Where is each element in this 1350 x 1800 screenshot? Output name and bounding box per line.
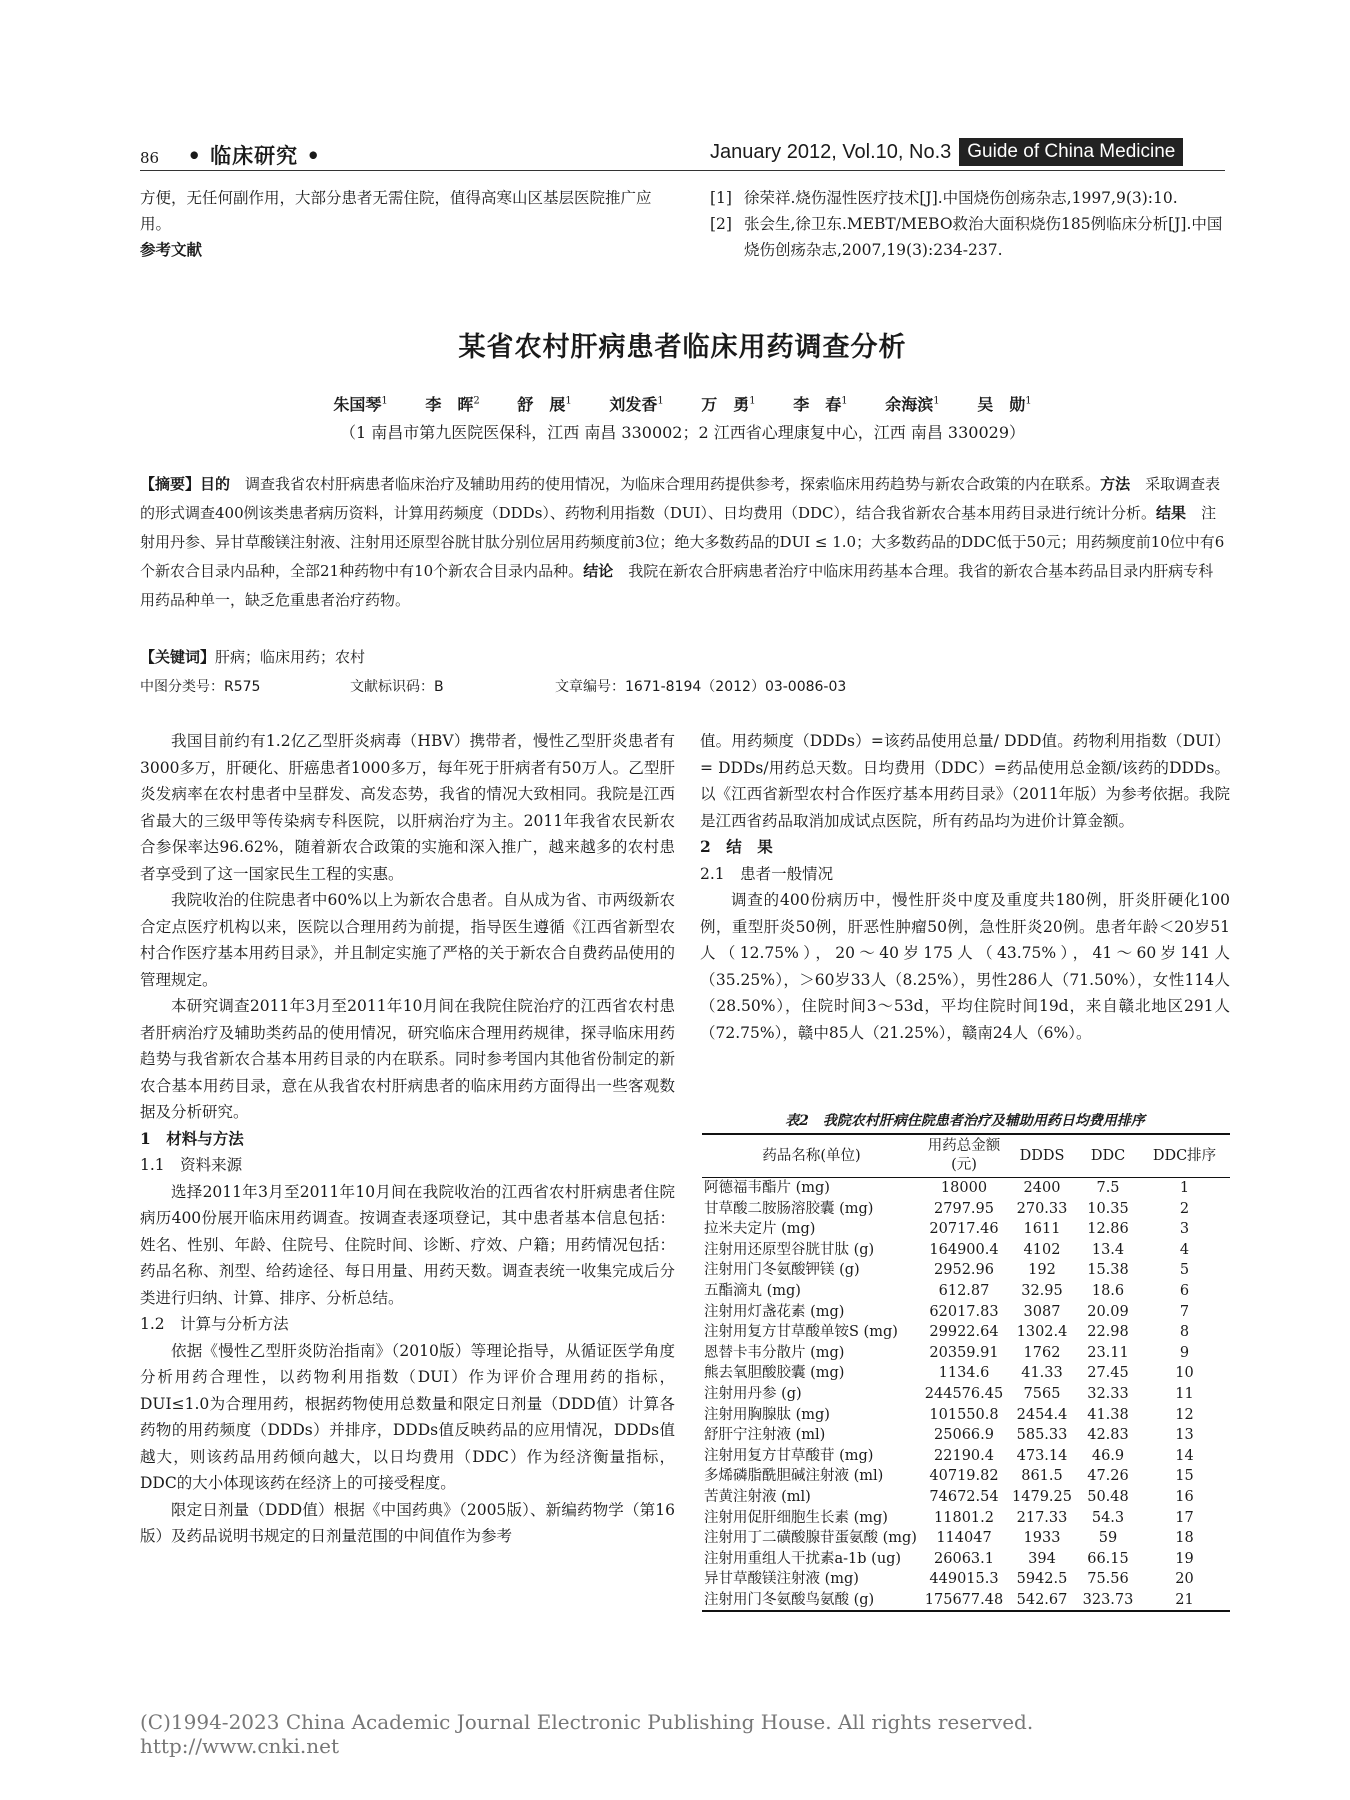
cell-drug-name: 多烯磷脂酰胆碱注射液 (ml) <box>704 1468 884 1485</box>
subsection-heading: 1.1 资料来源 <box>140 1156 243 1174</box>
cell-total-amount: 175677.48 <box>921 1590 1007 1612</box>
cell-drug-name: 恩替卡韦分散片 (mg) <box>704 1344 845 1361</box>
body-left-column <box>140 728 675 1550</box>
reference-number: [1] <box>710 189 732 207</box>
cell-drug-name: 拉米夫定片 (mg) <box>704 1221 816 1238</box>
cell-ddc-rank: 15 <box>1175 1468 1194 1485</box>
reference-text: 徐荣祥.烧伤湿性医疗技术[J].中国烧伤创疡杂志,1997,9(3):10. <box>744 189 1178 207</box>
reference-text: 张会生,徐卫东.MEBT/MEBO救治大面积烧伤185例临床分析[J].中国烧伤创疡杂志,2007,19(3):234-237. <box>744 215 1223 259</box>
author: 刘发香$^1$ <box>609 395 664 414</box>
cell-drug-name: 注射用还原型谷胱甘肽 (g) <box>704 1241 875 1258</box>
reference-item <box>710 211 1230 263</box>
cell-ddds: 41.33 <box>1021 1365 1063 1382</box>
author: 余海滨$^1$ <box>885 395 940 414</box>
cell-ddc-rank: 2 <box>1179 1200 1190 1217</box>
cell-ddc-rank: 11 <box>1175 1385 1194 1402</box>
article-number: 文章编号：1671-8194（2012）03-0086-03 <box>555 679 847 695</box>
paragraph: 本研究调查2011年3月至2011年10月间在我院住院治疗的江西省农村患者肝病治疗及辅助类药品的使用情况，研究临床合理用药规律，探寻临床用药趋势与我省新农合基本用药目录的内在联系。同时参考国内其他省份制定的新农合基本用药目录，意在从我省农村肝病患者的临床用药方面得出一些客观数据及分析研究。 <box>140 997 675 1121</box>
cell-total-amount: 20359.91 <box>929 1344 999 1361</box>
col-header-ddds: DDDS <box>1007 1134 1077 1178</box>
cell-drug-name: 注射用复方甘草酸苷 (mg) <box>704 1447 874 1464</box>
cell-total-amount: 26063.1 <box>934 1550 994 1567</box>
cell-total-amount: 29922.64 <box>929 1324 999 1341</box>
body-right-column <box>700 728 1230 1046</box>
header-rule <box>140 170 1225 171</box>
issue-info: January 2012, Vol.10, No.3 <box>710 140 952 163</box>
cell-ddc-rank: 17 <box>1175 1509 1194 1526</box>
cell-ddc-rank: 10 <box>1175 1365 1194 1382</box>
section-title: • 临床研究 • <box>187 143 321 168</box>
class-number: 中图分类号：R575 <box>140 679 261 695</box>
method-text: 采取调查表的形式调查400例该类患者病历资料，计算用药频度（DDDs）、药物利用指数（DUI）、日均费用（DDC），结合我省新农合基本用药目录进行统计分析。 <box>140 475 1221 522</box>
keywords-text: 肝病；临床用药；农村 <box>215 648 366 666</box>
reference-number: [2] <box>710 215 732 233</box>
drug-cost-table <box>702 1133 1230 1612</box>
paragraph: 值。用药频度（DDDs）=该药品使用总量/ DDD值。药物利用指数（DUI）= DDDs/用药总天数。日均费用（DDC）=药品使用总金额/该药的DDDs。以《江西省新型农村合作医疗基本用药目录》（2011年版）为参考依据。我院是江西省药品取消加成试点医院，所有药品均为进价计算金额。 <box>700 732 1230 830</box>
cell-ddds: 4102 <box>1023 1241 1061 1258</box>
cell-total-amount: 25066.9 <box>934 1427 994 1444</box>
cell-total-amount: 22190.4 <box>934 1447 994 1464</box>
cell-total-amount: 74672.54 <box>929 1488 999 1505</box>
col-header-ddc: DDC <box>1077 1134 1139 1178</box>
table-header-row <box>702 1134 1230 1178</box>
section-heading: 1 材料与方法 <box>140 1128 244 1148</box>
prev-article-text <box>140 185 660 263</box>
cell-ddc-rank: 19 <box>1175 1550 1194 1567</box>
subsection-heading: 1.2 计算与分析方法 <box>140 1315 289 1333</box>
table-row <box>702 1466 1230 1487</box>
affiliation: （1 南昌市第九医院医保科，江西 南昌 330002；2 江西省心理康复中心，江西 南昌 330029） <box>339 423 1026 442</box>
cell-ddc: 27.45 <box>1087 1365 1129 1382</box>
cell-ddds: 1933 <box>1023 1530 1061 1547</box>
table-row <box>702 1384 1230 1405</box>
cell-ddds: 542.67 <box>1007 1590 1077 1612</box>
cell-total-amount: 449015.3 <box>929 1571 999 1588</box>
page-header-left <box>140 140 321 170</box>
cell-ddc: 32.33 <box>1087 1385 1129 1402</box>
table-row <box>702 1425 1230 1446</box>
cell-total-amount: 11801.2 <box>934 1509 994 1526</box>
cell-ddc: 20.09 <box>1087 1303 1129 1320</box>
cell-ddds: 1302.4 <box>1016 1324 1068 1341</box>
cell-ddc-rank: 20 <box>1175 1571 1194 1588</box>
table-row <box>702 1322 1230 1343</box>
table-row <box>702 1343 1230 1364</box>
cell-ddc: 75.56 <box>1087 1571 1129 1588</box>
cell-total-amount: 114047 <box>936 1530 992 1547</box>
table-row <box>702 1405 1230 1426</box>
abstract-label: 【摘要】 <box>140 475 201 493</box>
cell-ddc: 7.5 <box>1096 1180 1120 1196</box>
cell-ddc: 13.4 <box>1091 1241 1125 1258</box>
cell-ddds: 1479.25 <box>1012 1488 1072 1505</box>
paragraph: 调查的400份病历中，慢性肝炎中度及重度共180例，肝炎肝硬化100例，重型肝炎50例，肝恶性肿瘤50例，急性肝炎20例。患者年龄＜20岁51人（12.75%），20～40岁175人（43.75%），41～60岁141人（35.25%），＞60岁33人（8.25%），男性286人（71.50%），女性114人（28.50%），住院时间3～53d，平均住院时间19d，来自赣北地区291人（72.75%），赣中85人（21.25%），赣南24人（6%）。 <box>700 891 1230 1042</box>
author: 朱国琴$^1$ <box>333 395 388 414</box>
cell-total-amount: 164900.4 <box>929 1241 999 1258</box>
table-row <box>702 1199 1230 1220</box>
cell-ddds: 217.33 <box>1016 1509 1068 1526</box>
table-caption: 表2 我院农村肝病住院患者治疗及辅助用药日均费用排序 <box>785 1113 1145 1129</box>
keywords <box>140 646 1225 667</box>
cell-ddc-rank: 9 <box>1179 1344 1190 1361</box>
page-number: 86 <box>140 149 160 167</box>
cell-ddc: 10.35 <box>1087 1200 1129 1217</box>
table-row <box>702 1260 1230 1281</box>
method-label: 方法 <box>1100 475 1131 493</box>
table-row <box>702 1528 1230 1549</box>
paragraph: 我院收治的住院患者中60%以上为新农合患者。自从成为省、市两级新农合定点医疗机构以来，医院以合理用药为前提，指导医生遵循《江西省新型农村合作医疗基本用药目录》，并且制定实施了严格的关于新农合自费药品使用的管理规定。 <box>140 891 675 989</box>
cell-ddds: 2400 <box>1023 1180 1061 1196</box>
paragraph: 选择2011年3月至2011年10月间在我院收治的江西省农村肝病患者住院病历400份展开临床用药调查。按调查表逐项登记，其中患者基本信息包括：姓名、性别、年龄、住院号、住院时间、诊断、疗效、户籍；用药情况包括：药品名称、剂型、给药途径、每日用量、用药天数。调查表统一收集完成后分类进行归纳、计算、排序、分析总结。 <box>140 1182 675 1307</box>
cell-drug-name: 注射用促肝细胞生长素 (mg) <box>704 1509 888 1526</box>
cell-drug-name: 注射用门冬氨酸钾镁 (g) <box>704 1262 860 1279</box>
cell-total-amount: 2952.96 <box>934 1262 994 1279</box>
cell-ddc-rank: 3 <box>1179 1221 1190 1238</box>
table-row <box>702 1363 1230 1384</box>
cell-ddds: 1611 <box>1023 1221 1061 1238</box>
table-body <box>702 1178 1230 1612</box>
cell-total-amount: 20717.46 <box>929 1221 999 1238</box>
result-label: 结果 <box>1156 504 1187 522</box>
copyright-footer: (C)1994-2023 China Academic Journal Electronic Publishing House. All rights reserved. http://www.cnki.net <box>140 1710 1034 1758</box>
cell-ddc: 42.83 <box>1087 1427 1129 1444</box>
cell-ddds: 5942.5 <box>1016 1571 1068 1588</box>
cell-ddc-rank: 5 <box>1179 1262 1190 1279</box>
cell-ddds: 2454.4 <box>1016 1406 1068 1423</box>
cell-ddc: 41.38 <box>1087 1406 1129 1423</box>
cell-ddds: 3087 <box>1023 1303 1061 1320</box>
cell-drug-name: 注射用重组人干扰素a-1b (ug) <box>704 1550 902 1567</box>
paragraph: 我国目前约有1.2亿乙型肝炎病毒（HBV）携带者，慢性乙型肝炎患者有3000多万，肝硬化、肝癌患者1000多万，每年死于肝病者有50万人。乙型肝炎发病率在农村患者中呈群发、高发态势，我省的情况大致相同。我院是江西省最大的三级甲等传染病专科医院，以肝病治疗为主。2011年我省农民新农合参保率达96.62%，随着新农合政策的实施和深入推广，越来越多的农村患者享受到了这一国家民生工程的实惠。 <box>140 732 675 883</box>
cell-drug-name: 注射用灯盏花素 (mg) <box>704 1303 845 1320</box>
cell-ddds: 1762 <box>1023 1344 1061 1361</box>
cell-total-amount: 2797.95 <box>934 1200 994 1217</box>
cell-ddc: 54.3 <box>1091 1509 1125 1526</box>
table-row <box>702 1178 1230 1199</box>
cell-ddc: 18.6 <box>1091 1282 1125 1299</box>
paragraph: 依据《慢性乙型肝炎防治指南》（2010版）等理论指导，从循证医学角度分析用药合理性，以药物利用指数（DUI）作为评价合理用药的指标，DUI≤1.0为合理用药，根据药物使用总数量和限定日剂量（DDD值）计算各药物的用药频度（DDDs）并排序，DDDs值反映药品的应用情况，DDDs值越大，则该药品用药倾向越大，以日均费用（DDC）作为经济衡量指标，DDC的大小体现该药在经济上的可接受程度。 <box>140 1341 675 1492</box>
cell-drug-name: 注射用复方甘草酸单铵S (mg) <box>704 1324 898 1341</box>
prev-article-refs <box>710 185 1230 263</box>
objective-label: 目的 <box>200 475 231 493</box>
col-header-drug: 药品名称(单位) <box>702 1134 921 1178</box>
author: 万 勇$^1$ <box>701 395 756 414</box>
table-row <box>702 1446 1230 1467</box>
article-title: 某省农村肝病患者临床用药调查分析 <box>458 332 907 363</box>
keywords-label: 【关键词】 <box>140 648 216 666</box>
cell-drug-name: 甘草酸二胺肠溶胶囊 (mg) <box>704 1200 874 1217</box>
table-row <box>702 1219 1230 1240</box>
page-header-right <box>710 138 1183 166</box>
cell-ddds: 585.33 <box>1016 1427 1068 1444</box>
conclusion-label: 结论 <box>583 562 614 580</box>
cell-total-amount: 612.87 <box>938 1282 990 1299</box>
cell-drug-name: 注射用门冬氨酸鸟氨酸 (g) <box>702 1590 921 1612</box>
cell-total-amount: 244576.45 <box>924 1385 1004 1402</box>
author: 李 晖$^2$ <box>425 395 480 414</box>
abstract <box>140 470 1225 615</box>
cell-ddc: 66.15 <box>1087 1550 1129 1567</box>
author-list <box>140 392 1225 415</box>
conclusion-text: 我院在新农合肝病患者治疗中临床用药基本合理。我省的新农合基本药品目录内肝病专科用药品种单一，缺乏危重患者治疗药物。 <box>140 562 1214 609</box>
author: 舒 展$^1$ <box>517 395 572 414</box>
cell-drug-name: 舒肝宁注射液 (ml) <box>704 1427 826 1444</box>
table-row <box>702 1549 1230 1570</box>
cell-ddds: 7565 <box>1023 1385 1061 1402</box>
cell-drug-name: 注射用丁二磺酸腺苷蛋氨酸 (mg) <box>704 1530 917 1547</box>
col-header-rank: DDC排序 <box>1139 1134 1230 1178</box>
cell-total-amount: 101550.8 <box>929 1406 999 1423</box>
objective-text: 调查我省农村肝病患者临床治疗及辅助用药的使用情况，为临床合理用药提供参考，探索临床用药趋势与新农合政策的内在联系。 <box>245 475 1101 493</box>
cell-drug-name: 熊去氧胆酸胶囊 (mg) <box>704 1365 845 1382</box>
cell-ddds: 192 <box>1028 1262 1056 1279</box>
cell-ddc: 15.38 <box>1087 1262 1129 1279</box>
cell-drug-name: 阿德福韦酯片 (mg) <box>704 1180 830 1196</box>
cell-drug-name: 注射用丹参 (g) <box>704 1385 802 1402</box>
classification-row <box>140 676 1225 696</box>
table-row <box>702 1302 1230 1323</box>
cell-ddc-rank: 1 <box>1179 1180 1190 1196</box>
prev-article-paragraph: 方便，无任何副作用，大部分患者无需住院，值得高寒山区基层医院推广应用。 <box>140 189 652 233</box>
table-row <box>702 1487 1230 1508</box>
subsection-heading: 2.1 患者一般情况 <box>700 864 834 883</box>
table-row <box>702 1240 1230 1261</box>
cell-total-amount: 1134.6 <box>938 1365 990 1382</box>
cell-drug-name: 五酯滴丸 (mg) <box>704 1282 801 1299</box>
table-row <box>702 1508 1230 1529</box>
cell-ddc-rank: 14 <box>1175 1447 1194 1464</box>
cell-ddds: 394 <box>1028 1550 1056 1567</box>
cell-ddc-rank: 16 <box>1175 1488 1194 1505</box>
cell-ddc: 47.26 <box>1087 1468 1129 1485</box>
section-heading: 2 结 果 <box>700 837 773 856</box>
cell-ddc-rank: 8 <box>1179 1324 1190 1341</box>
col-header-amount: 用药总金额(元) <box>921 1134 1007 1178</box>
cell-ddc: 323.73 <box>1077 1590 1139 1612</box>
cell-ddds: 861.5 <box>1021 1468 1063 1485</box>
cell-total-amount: 62017.83 <box>929 1303 999 1320</box>
cell-ddc: 22.98 <box>1087 1324 1129 1341</box>
cell-ddc: 46.9 <box>1091 1447 1125 1464</box>
references-heading: 参考文献 <box>140 240 203 259</box>
table-row <box>702 1569 1230 1590</box>
table-row <box>702 1590 1230 1612</box>
cell-ddc: 50.48 <box>1087 1488 1129 1505</box>
cell-ddds: 473.14 <box>1016 1447 1068 1464</box>
cell-drug-name: 异甘草酸镁注射液 (mg) <box>704 1571 859 1588</box>
cell-ddc-rank: 18 <box>1175 1530 1194 1547</box>
cell-ddc-rank: 4 <box>1179 1241 1190 1258</box>
result-text: 注射用丹参、异甘草酸镁注射液、注射用还原型谷胱甘肽分别位居用药频度前3位；绝大多数药品的DUI ≤ 1.0；大多数药品的DDC低于50元；用药频度前10位中有6个新农合目录内品种，全部21种药物中有10个新农合目录内品种。 <box>140 504 1225 580</box>
cell-ddc-rank: 6 <box>1179 1282 1190 1299</box>
cell-ddc: 12.86 <box>1087 1221 1129 1238</box>
journal-name: Guide of China Medicine <box>959 138 1183 166</box>
author: 李 春$^1$ <box>793 395 848 414</box>
cell-ddc: 59 <box>1098 1530 1118 1547</box>
author: 吴 勋$^1$ <box>977 395 1032 414</box>
cell-ddc-rank: 21 <box>1139 1590 1230 1612</box>
cell-ddds: 32.95 <box>1021 1282 1063 1299</box>
paragraph: 限定日剂量（DDD值）根据《中国药典》（2005版）、新编药物学（第16版）及药品说明书规定的日剂量范围的中间值作为参考 <box>140 1500 675 1545</box>
cell-drug-name: 注射用胸腺肽 (mg) <box>704 1406 830 1423</box>
cell-drug-name: 苦黄注射液 (ml) <box>704 1488 811 1505</box>
cell-total-amount: 18000 <box>940 1180 988 1196</box>
document-code: 文献标识码：B <box>350 679 444 695</box>
cell-ddc-rank: 7 <box>1179 1303 1190 1320</box>
cell-ddc-rank: 13 <box>1175 1427 1194 1444</box>
table-row <box>702 1281 1230 1302</box>
cell-ddds: 270.33 <box>1016 1200 1068 1217</box>
reference-item <box>710 185 1230 211</box>
cell-total-amount: 40719.82 <box>929 1468 999 1485</box>
cell-ddc: 23.11 <box>1087 1344 1129 1361</box>
cell-ddc-rank: 12 <box>1175 1406 1194 1423</box>
